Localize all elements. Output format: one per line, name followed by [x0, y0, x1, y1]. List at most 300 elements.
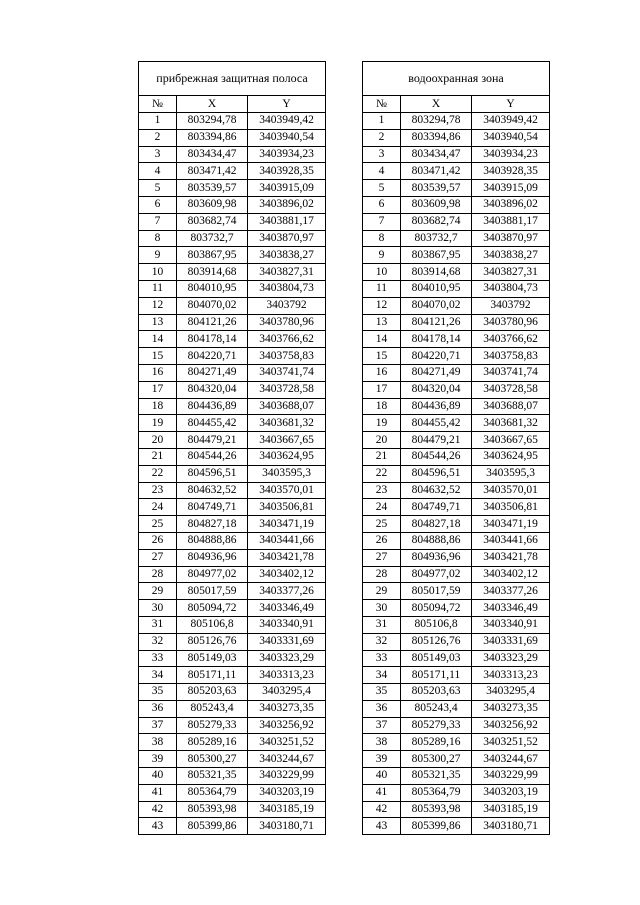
- point-number-cell: 2: [139, 129, 177, 146]
- x-coordinate-cell: 803732,7: [177, 230, 248, 247]
- y-coordinate-cell: 3403377,26: [248, 583, 326, 600]
- table-row: [139, 549, 326, 566]
- point-number-cell: 32: [363, 633, 401, 650]
- x-coordinate-cell: 805126,76: [177, 633, 248, 650]
- table-row: [139, 381, 326, 398]
- table-row: [363, 684, 550, 701]
- table-title: прибрежная защитная полоса: [139, 62, 326, 96]
- x-coordinate-cell: 804544,26: [177, 448, 248, 465]
- x-coordinate-cell: 805321,35: [401, 768, 472, 785]
- y-coordinate-cell: 3403340,91: [248, 616, 326, 633]
- x-coordinate-cell: 805300,27: [401, 751, 472, 768]
- y-coordinate-cell: 3403185,19: [248, 801, 326, 818]
- y-coordinate-cell: 3403758,83: [248, 348, 326, 365]
- y-coordinate-cell: 3403766,62: [248, 331, 326, 348]
- x-coordinate-cell: 805203,63: [177, 684, 248, 701]
- table-row: [363, 163, 550, 180]
- table-row: [139, 213, 326, 230]
- y-coordinate-cell: 3403506,81: [248, 499, 326, 516]
- column-header-y: Y: [472, 96, 550, 113]
- y-coordinate-cell: 3403940,54: [472, 129, 550, 146]
- y-coordinate-cell: 3403792: [248, 297, 326, 314]
- x-coordinate-cell: 805106,8: [177, 616, 248, 633]
- table-row: [139, 196, 326, 213]
- table-row: [139, 566, 326, 583]
- table-row: [363, 650, 550, 667]
- point-number-cell: 16: [363, 364, 401, 381]
- y-coordinate-cell: 3403792: [472, 297, 550, 314]
- x-coordinate-cell: 805289,16: [401, 734, 472, 751]
- x-coordinate-cell: 804827,18: [177, 516, 248, 533]
- point-number-cell: 38: [139, 734, 177, 751]
- y-coordinate-cell: 3403896,02: [472, 196, 550, 213]
- table-row: [363, 247, 550, 264]
- x-coordinate-cell: 805094,72: [177, 600, 248, 617]
- y-coordinate-cell: 3403331,69: [472, 633, 550, 650]
- x-coordinate-cell: 804220,71: [401, 348, 472, 365]
- table-row: [139, 146, 326, 163]
- table-row: [363, 549, 550, 566]
- y-coordinate-cell: 3403881,17: [472, 213, 550, 230]
- point-number-cell: 4: [363, 163, 401, 180]
- point-number-cell: 1: [363, 113, 401, 130]
- point-number-cell: 41: [363, 784, 401, 801]
- x-coordinate-cell: 805399,86: [401, 818, 472, 835]
- table-row: [363, 717, 550, 734]
- x-coordinate-cell: 805203,63: [401, 684, 472, 701]
- point-number-cell: 31: [363, 616, 401, 633]
- y-coordinate-cell: 3403295,4: [472, 684, 550, 701]
- point-number-cell: 43: [363, 818, 401, 835]
- y-coordinate-cell: 3403896,02: [248, 196, 326, 213]
- point-number-cell: 33: [363, 650, 401, 667]
- table-row: [363, 213, 550, 230]
- y-coordinate-cell: 3403256,92: [248, 717, 326, 734]
- x-coordinate-cell: 805017,59: [177, 583, 248, 600]
- y-coordinate-cell: 3403688,07: [248, 398, 326, 415]
- point-number-cell: 35: [363, 684, 401, 701]
- point-number-cell: 26: [363, 532, 401, 549]
- y-coordinate-cell: 3403340,91: [472, 616, 550, 633]
- x-coordinate-cell: 805243,4: [177, 700, 248, 717]
- y-coordinate-cell: 3403471,19: [472, 516, 550, 533]
- table-row: [139, 247, 326, 264]
- point-number-cell: 39: [139, 751, 177, 768]
- x-coordinate-cell: 804271,49: [401, 364, 472, 381]
- y-coordinate-cell: 3403203,19: [472, 784, 550, 801]
- x-coordinate-cell: 804010,95: [401, 280, 472, 297]
- table-row: [139, 684, 326, 701]
- point-number-cell: 8: [363, 230, 401, 247]
- point-number-cell: 20: [139, 432, 177, 449]
- point-number-cell: 18: [139, 398, 177, 415]
- table-row: [363, 801, 550, 818]
- point-number-cell: 12: [139, 297, 177, 314]
- y-coordinate-cell: 3403441,66: [248, 532, 326, 549]
- y-coordinate-cell: 3403780,96: [472, 314, 550, 331]
- y-coordinate-cell: 3403346,49: [472, 600, 550, 617]
- y-coordinate-cell: 3403804,73: [472, 280, 550, 297]
- point-number-cell: 35: [139, 684, 177, 701]
- point-number-cell: 1: [139, 113, 177, 130]
- table-row: [139, 163, 326, 180]
- table-row: [363, 381, 550, 398]
- y-coordinate-cell: 3403441,66: [472, 532, 550, 549]
- x-coordinate-cell: 805243,4: [401, 700, 472, 717]
- y-coordinate-cell: 3403595,3: [248, 465, 326, 482]
- point-number-cell: 14: [363, 331, 401, 348]
- x-coordinate-cell: 803682,74: [401, 213, 472, 230]
- point-number-cell: 11: [139, 280, 177, 297]
- y-coordinate-cell: 3403229,99: [472, 768, 550, 785]
- table-row: [139, 499, 326, 516]
- point-number-cell: 21: [363, 448, 401, 465]
- y-coordinate-cell: 3403624,95: [472, 448, 550, 465]
- y-coordinate-cell: 3403934,23: [248, 146, 326, 163]
- table-row: [139, 415, 326, 432]
- table-row: [363, 264, 550, 281]
- x-coordinate-cell: 804632,52: [401, 482, 472, 499]
- y-coordinate-cell: 3403949,42: [248, 113, 326, 130]
- point-number-cell: 7: [139, 213, 177, 230]
- x-coordinate-cell: 803394,86: [401, 129, 472, 146]
- point-number-cell: 21: [139, 448, 177, 465]
- y-coordinate-cell: 3403624,95: [248, 448, 326, 465]
- y-coordinate-cell: 3403728,58: [248, 381, 326, 398]
- x-coordinate-cell: 804936,96: [177, 549, 248, 566]
- table-row: [363, 583, 550, 600]
- point-number-cell: 33: [139, 650, 177, 667]
- x-coordinate-cell: 804544,26: [401, 448, 472, 465]
- point-number-cell: 40: [363, 768, 401, 785]
- point-number-cell: 37: [363, 717, 401, 734]
- table-row: [139, 398, 326, 415]
- y-coordinate-cell: 3403471,19: [248, 516, 326, 533]
- y-coordinate-cell: 3403838,27: [472, 247, 550, 264]
- y-coordinate-cell: 3403377,26: [472, 583, 550, 600]
- table-row: [139, 633, 326, 650]
- x-coordinate-cell: 804827,18: [401, 516, 472, 533]
- table-row: [139, 734, 326, 751]
- point-number-cell: 27: [363, 549, 401, 566]
- x-coordinate-cell: 803539,57: [401, 180, 472, 197]
- point-number-cell: 25: [363, 516, 401, 533]
- point-number-cell: 14: [139, 331, 177, 348]
- column-header-x: X: [401, 96, 472, 113]
- table-row: [139, 801, 326, 818]
- x-coordinate-cell: 805171,11: [177, 667, 248, 684]
- x-coordinate-cell: 805393,98: [401, 801, 472, 818]
- x-coordinate-cell: 804271,49: [177, 364, 248, 381]
- table-row: [139, 364, 326, 381]
- x-coordinate-cell: 804596,51: [401, 465, 472, 482]
- table-row: [363, 448, 550, 465]
- table-row: [363, 364, 550, 381]
- point-number-cell: 13: [139, 314, 177, 331]
- point-number-cell: 19: [139, 415, 177, 432]
- y-coordinate-cell: 3403313,23: [472, 667, 550, 684]
- x-coordinate-cell: 805017,59: [401, 583, 472, 600]
- x-coordinate-cell: 803434,47: [177, 146, 248, 163]
- point-number-cell: 3: [139, 146, 177, 163]
- table-row: [139, 616, 326, 633]
- point-number-cell: 17: [139, 381, 177, 398]
- table-row: [363, 768, 550, 785]
- table-row: [363, 432, 550, 449]
- point-number-cell: 17: [363, 381, 401, 398]
- point-number-cell: 3: [363, 146, 401, 163]
- point-number-cell: 34: [363, 667, 401, 684]
- table-row: [363, 196, 550, 213]
- point-number-cell: 36: [139, 700, 177, 717]
- y-coordinate-cell: 3403949,42: [472, 113, 550, 130]
- x-coordinate-cell: 804888,86: [401, 532, 472, 549]
- point-number-cell: 24: [139, 499, 177, 516]
- table-row: [139, 583, 326, 600]
- table-row: [363, 415, 550, 432]
- x-coordinate-cell: 803471,42: [401, 163, 472, 180]
- x-coordinate-cell: 804632,52: [177, 482, 248, 499]
- x-coordinate-cell: 805300,27: [177, 751, 248, 768]
- y-coordinate-cell: 3403570,01: [472, 482, 550, 499]
- point-number-cell: 5: [139, 180, 177, 197]
- x-coordinate-cell: 805126,76: [401, 633, 472, 650]
- table-row: [363, 146, 550, 163]
- table-row: [363, 751, 550, 768]
- y-coordinate-cell: 3403251,52: [472, 734, 550, 751]
- table-row: [139, 667, 326, 684]
- x-coordinate-cell: 805106,8: [401, 616, 472, 633]
- y-coordinate-cell: 3403741,74: [472, 364, 550, 381]
- x-coordinate-cell: 803294,78: [401, 113, 472, 130]
- x-coordinate-cell: 805279,33: [401, 717, 472, 734]
- x-coordinate-cell: 805364,79: [177, 784, 248, 801]
- point-number-cell: 42: [363, 801, 401, 818]
- y-coordinate-cell: 3403928,35: [248, 163, 326, 180]
- point-number-cell: 23: [139, 482, 177, 499]
- y-coordinate-cell: 3403838,27: [248, 247, 326, 264]
- x-coordinate-cell: 803867,95: [177, 247, 248, 264]
- table-row: [363, 600, 550, 617]
- point-number-cell: 25: [139, 516, 177, 533]
- table-row: [363, 129, 550, 146]
- x-coordinate-cell: 803682,74: [177, 213, 248, 230]
- table-row: [363, 230, 550, 247]
- point-number-cell: 32: [139, 633, 177, 650]
- x-coordinate-cell: 803914,68: [401, 264, 472, 281]
- point-number-cell: 29: [139, 583, 177, 600]
- table-row: [363, 784, 550, 801]
- x-coordinate-cell: 804436,89: [401, 398, 472, 415]
- x-coordinate-cell: 803609,98: [401, 196, 472, 213]
- table-row: [363, 398, 550, 415]
- x-coordinate-cell: 804070,02: [401, 297, 472, 314]
- x-coordinate-cell: 805094,72: [401, 600, 472, 617]
- x-coordinate-cell: 804121,26: [401, 314, 472, 331]
- point-number-cell: 11: [363, 280, 401, 297]
- table-row: [139, 482, 326, 499]
- point-number-cell: 22: [139, 465, 177, 482]
- y-coordinate-cell: 3403827,31: [248, 264, 326, 281]
- y-coordinate-cell: 3403688,07: [472, 398, 550, 415]
- x-coordinate-cell: 804220,71: [177, 348, 248, 365]
- x-coordinate-cell: 805321,35: [177, 768, 248, 785]
- y-coordinate-cell: 3403928,35: [472, 163, 550, 180]
- table-title: водоохранная зона: [363, 62, 550, 96]
- x-coordinate-cell: 804070,02: [177, 297, 248, 314]
- water-protection-zone-table: [362, 61, 550, 835]
- point-number-cell: 12: [363, 297, 401, 314]
- table-row: [363, 499, 550, 516]
- point-number-cell: 28: [363, 566, 401, 583]
- y-coordinate-cell: 3403940,54: [248, 129, 326, 146]
- y-coordinate-cell: 3403915,09: [472, 180, 550, 197]
- x-coordinate-cell: 804977,02: [401, 566, 472, 583]
- table-row: [363, 180, 550, 197]
- x-coordinate-cell: 803294,78: [177, 113, 248, 130]
- x-coordinate-cell: 804010,95: [177, 280, 248, 297]
- y-coordinate-cell: 3403346,49: [248, 600, 326, 617]
- table-row: [363, 331, 550, 348]
- point-number-cell: 6: [139, 196, 177, 213]
- table-row: [139, 230, 326, 247]
- x-coordinate-cell: 803539,57: [177, 180, 248, 197]
- point-number-cell: 43: [139, 818, 177, 835]
- table-row: [363, 348, 550, 365]
- y-coordinate-cell: 3403180,71: [248, 818, 326, 835]
- y-coordinate-cell: 3403881,17: [248, 213, 326, 230]
- x-coordinate-cell: 804749,71: [177, 499, 248, 516]
- table-row: [139, 717, 326, 734]
- x-coordinate-cell: 803867,95: [401, 247, 472, 264]
- y-coordinate-cell: 3403681,32: [248, 415, 326, 432]
- point-number-cell: 29: [363, 583, 401, 600]
- point-number-cell: 42: [139, 801, 177, 818]
- y-coordinate-cell: 3403681,32: [472, 415, 550, 432]
- column-header-y: Y: [248, 96, 326, 113]
- table-body: [139, 113, 326, 835]
- point-number-cell: 30: [139, 600, 177, 617]
- y-coordinate-cell: 3403180,71: [472, 818, 550, 835]
- point-number-cell: 4: [139, 163, 177, 180]
- x-coordinate-cell: 804479,21: [401, 432, 472, 449]
- y-coordinate-cell: 3403570,01: [248, 482, 326, 499]
- table-body: [363, 113, 550, 835]
- table-row: [139, 768, 326, 785]
- table-row: [363, 314, 550, 331]
- coastal-protection-strip-table: [138, 61, 326, 835]
- point-number-cell: 31: [139, 616, 177, 633]
- table-row: [139, 650, 326, 667]
- table-row: [139, 280, 326, 297]
- point-number-cell: 38: [363, 734, 401, 751]
- point-number-cell: 15: [139, 348, 177, 365]
- point-number-cell: 22: [363, 465, 401, 482]
- point-number-cell: 26: [139, 532, 177, 549]
- table-row: [139, 465, 326, 482]
- y-coordinate-cell: 3403185,19: [472, 801, 550, 818]
- y-coordinate-cell: 3403741,74: [248, 364, 326, 381]
- table-row: [139, 180, 326, 197]
- x-coordinate-cell: 804479,21: [177, 432, 248, 449]
- point-number-cell: 16: [139, 364, 177, 381]
- y-coordinate-cell: 3403273,35: [248, 700, 326, 717]
- y-coordinate-cell: 3403313,23: [248, 667, 326, 684]
- x-coordinate-cell: 805149,03: [177, 650, 248, 667]
- table-row: [139, 314, 326, 331]
- y-coordinate-cell: 3403827,31: [472, 264, 550, 281]
- point-number-cell: 18: [363, 398, 401, 415]
- y-coordinate-cell: 3403728,58: [472, 381, 550, 398]
- y-coordinate-cell: 3403667,65: [248, 432, 326, 449]
- y-coordinate-cell: 3403323,29: [248, 650, 326, 667]
- x-coordinate-cell: 805171,11: [401, 667, 472, 684]
- x-coordinate-cell: 804936,96: [401, 549, 472, 566]
- y-coordinate-cell: 3403421,78: [248, 549, 326, 566]
- x-coordinate-cell: 804178,14: [177, 331, 248, 348]
- x-coordinate-cell: 803471,42: [177, 163, 248, 180]
- x-coordinate-cell: 804455,42: [177, 415, 248, 432]
- x-coordinate-cell: 803394,86: [177, 129, 248, 146]
- table-row: [139, 264, 326, 281]
- table-row: [363, 532, 550, 549]
- table-row: [139, 600, 326, 617]
- table-row: [139, 700, 326, 717]
- point-number-cell: 27: [139, 549, 177, 566]
- table-row: [363, 616, 550, 633]
- x-coordinate-cell: 804320,04: [401, 381, 472, 398]
- y-coordinate-cell: 3403421,78: [472, 549, 550, 566]
- x-coordinate-cell: 804455,42: [401, 415, 472, 432]
- x-coordinate-cell: 805279,33: [177, 717, 248, 734]
- point-number-cell: 20: [363, 432, 401, 449]
- y-coordinate-cell: 3403273,35: [472, 700, 550, 717]
- y-coordinate-cell: 3403402,12: [248, 566, 326, 583]
- x-coordinate-cell: 803434,47: [401, 146, 472, 163]
- point-number-cell: 9: [139, 247, 177, 264]
- table-row: [363, 700, 550, 717]
- point-number-cell: 34: [139, 667, 177, 684]
- y-coordinate-cell: 3403766,62: [472, 331, 550, 348]
- table-row: [139, 113, 326, 130]
- x-coordinate-cell: 804749,71: [401, 499, 472, 516]
- point-number-cell: 6: [363, 196, 401, 213]
- point-number-cell: 28: [139, 566, 177, 583]
- table-row: [363, 667, 550, 684]
- y-coordinate-cell: 3403870,97: [248, 230, 326, 247]
- point-number-cell: 7: [363, 213, 401, 230]
- table-row: [139, 516, 326, 533]
- table-row: [363, 482, 550, 499]
- y-coordinate-cell: 3403780,96: [248, 314, 326, 331]
- point-number-cell: 9: [363, 247, 401, 264]
- point-number-cell: 39: [363, 751, 401, 768]
- point-number-cell: 23: [363, 482, 401, 499]
- x-coordinate-cell: 803732,7: [401, 230, 472, 247]
- table-row: [363, 297, 550, 314]
- y-coordinate-cell: 3403323,29: [472, 650, 550, 667]
- point-number-cell: 37: [139, 717, 177, 734]
- table-row: [139, 751, 326, 768]
- x-coordinate-cell: 804888,86: [177, 532, 248, 549]
- table-row: [139, 331, 326, 348]
- x-coordinate-cell: 804436,89: [177, 398, 248, 415]
- x-coordinate-cell: 805399,86: [177, 818, 248, 835]
- point-number-cell: 19: [363, 415, 401, 432]
- table-row: [363, 633, 550, 650]
- x-coordinate-cell: 805149,03: [401, 650, 472, 667]
- y-coordinate-cell: 3403667,65: [472, 432, 550, 449]
